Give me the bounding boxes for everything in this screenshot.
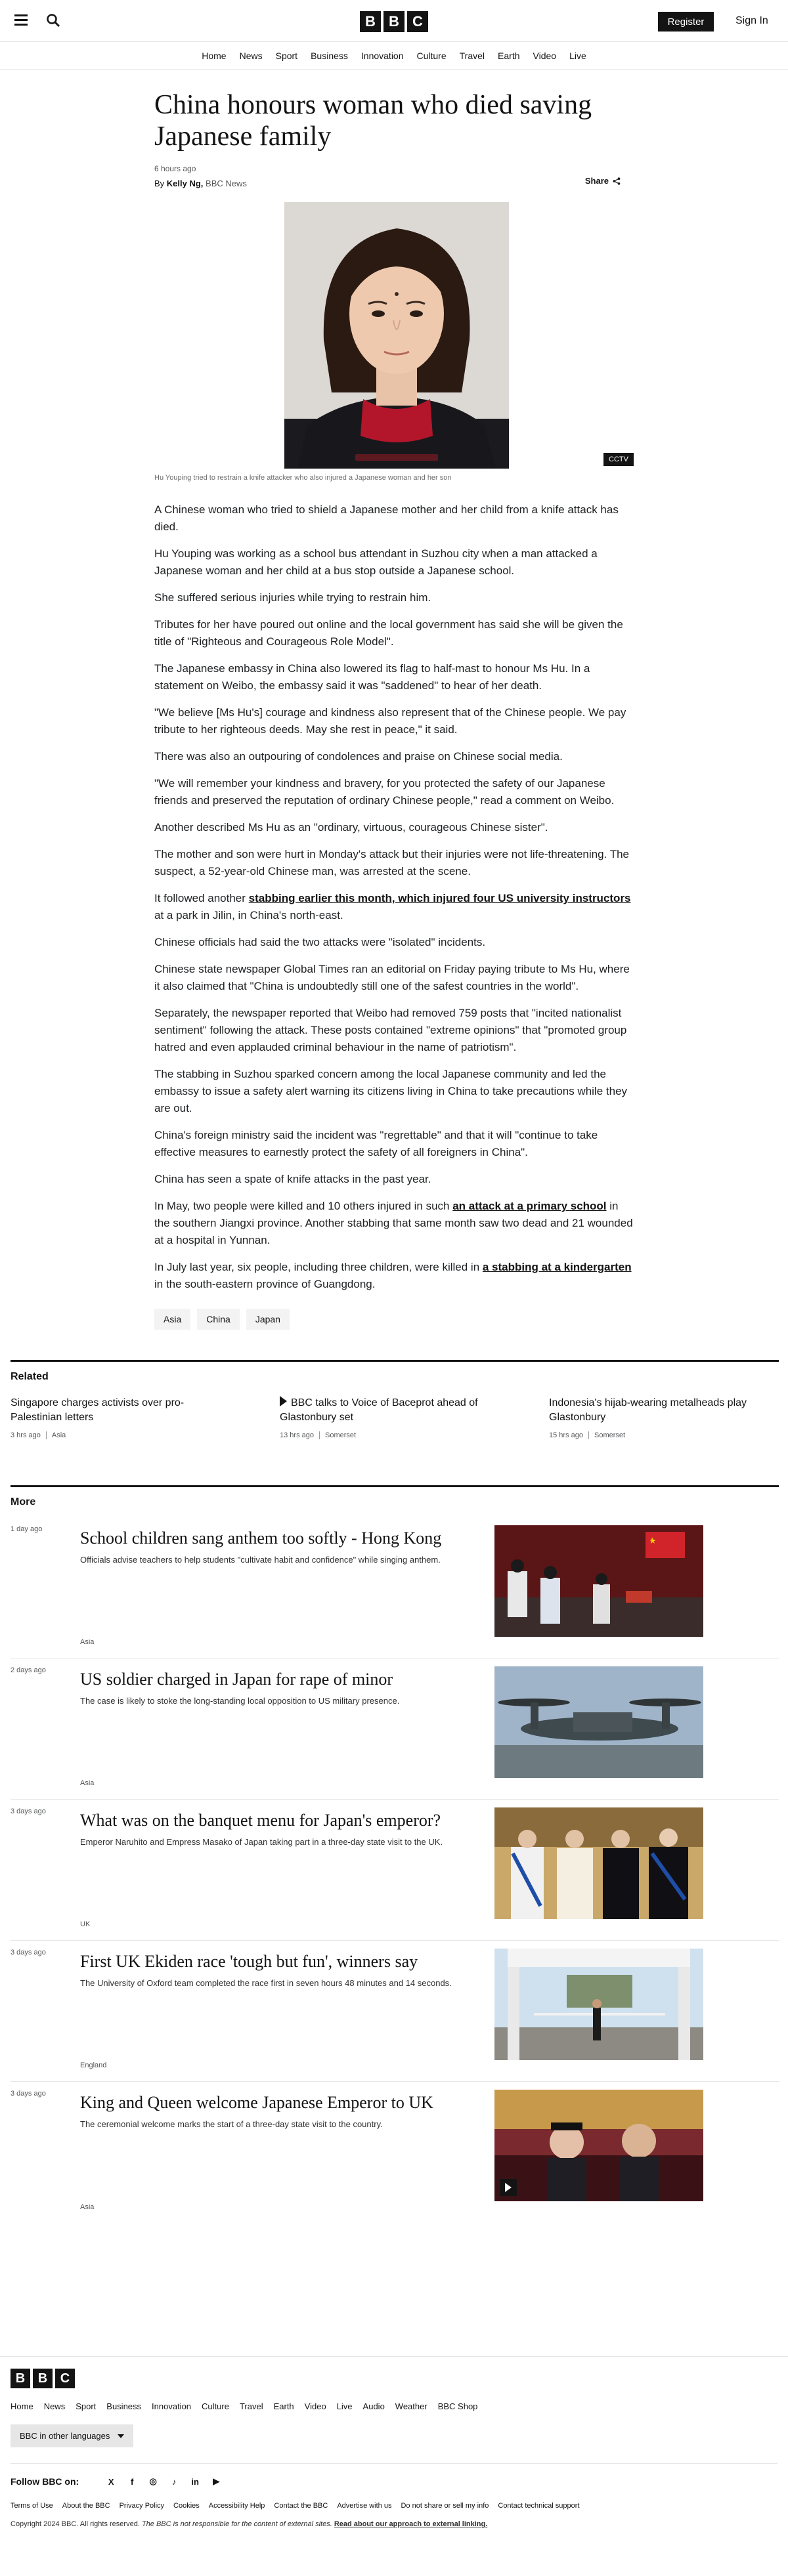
related-meta bbox=[11, 1431, 221, 1439]
paragraph-text: at a park in Jilin, in China's north-east. bbox=[154, 909, 343, 921]
jilin-stabbing-link[interactable]: stabbing earlier this month, which injured four US university instructors bbox=[248, 892, 631, 904]
footer-nav-news[interactable]: News bbox=[43, 2401, 66, 2411]
thumbnail-illustration bbox=[494, 1666, 703, 1778]
paragraph-text: In May, two people were killed and 10 others injured in such bbox=[154, 1200, 453, 1212]
tag-china[interactable]: China bbox=[197, 1309, 240, 1330]
story-summary: The University of Oxford team completed the race first in seven hours 48 minutes and 14 seconds. bbox=[80, 1978, 452, 1988]
register-button[interactable]: Register bbox=[658, 12, 714, 32]
topic-tags bbox=[154, 1309, 634, 1330]
paragraph: The mother and son were hurt in Monday's attack but their injuries were not life-threatening. The suspect, a 52-year-old Chinese man, was arrested at the scene. bbox=[154, 848, 629, 877]
share-button[interactable] bbox=[585, 176, 621, 186]
section-divider bbox=[11, 1360, 779, 1362]
paragraph bbox=[154, 1259, 634, 1293]
other-languages-button[interactable] bbox=[11, 2424, 133, 2447]
byline-prefix: By bbox=[154, 179, 165, 188]
tiktok-icon[interactable]: ♪ bbox=[171, 2476, 177, 2487]
logo-letter: B bbox=[360, 11, 381, 32]
related-section bbox=[11, 1360, 779, 1439]
more-story bbox=[11, 1800, 779, 1941]
paragraph: "We believe [Ms Hu's] courage and kindness also represent that of the Chinese people. We pay tribute to her righteous deeds. May she rest in peace," it said. bbox=[154, 706, 626, 736]
footer-nav-audio[interactable]: Audio bbox=[362, 2401, 385, 2411]
thumbnail-illustration bbox=[494, 1949, 703, 2060]
follow-row bbox=[11, 2476, 777, 2487]
more-story bbox=[11, 1517, 779, 1658]
story-category: Asia bbox=[80, 1779, 95, 1787]
facebook-icon[interactable]: f bbox=[131, 2476, 134, 2487]
logo-letter: C bbox=[407, 11, 428, 32]
footer-nav-culture[interactable]: Culture bbox=[202, 2401, 229, 2411]
paragraph-text: In July last year, six people, including three children, were killed in bbox=[154, 1261, 483, 1273]
story-headline[interactable]: King and Queen welcome Japanese Emperor to UK bbox=[80, 2093, 433, 2112]
paragraph-text: in the south-eastern province of Guangdong. bbox=[154, 1278, 376, 1290]
story-thumbnail[interactable] bbox=[494, 2090, 703, 2201]
tag-japan[interactable]: Japan bbox=[246, 1309, 290, 1330]
story-headline[interactable]: First UK Ekiden race 'tough but fun', winners say bbox=[80, 1952, 418, 1971]
nav-item-travel[interactable]: Travel bbox=[459, 50, 485, 61]
related-meta bbox=[549, 1431, 759, 1439]
logo-letter: B bbox=[11, 2369, 30, 2388]
story-thumbnail[interactable] bbox=[494, 1949, 703, 2060]
story-category: England bbox=[80, 2061, 107, 2069]
paragraph: The Japanese embassy in China also lowered its flag to half-mast to honour Ms Hu. In a statement on Weibo, the embassy said it was "saddened" to hear of her death. bbox=[154, 662, 590, 692]
paragraph: China's foreign ministry said the incident was "regrettable" and that it will "continue to take effective measures to earnestly protect the safety of all foreigners in China". bbox=[154, 1129, 598, 1158]
related-card[interactable] bbox=[549, 1396, 759, 1439]
footer-links bbox=[11, 2502, 777, 2510]
author-name: Kelly Ng, bbox=[166, 179, 204, 188]
article bbox=[154, 89, 634, 1330]
share-label: Share bbox=[584, 176, 609, 186]
paragraph: The stabbing in Suzhou sparked concern among the local Japanese community and led the embassy to issue a safety alert warning its citizens living in China to take precautions while they are out. bbox=[154, 1068, 628, 1114]
paragraph: China has seen a spate of knife attacks in the past year. bbox=[154, 1173, 431, 1185]
story-time: 1 day ago bbox=[11, 1525, 43, 1533]
article-headline: China honours woman who died saving Japanese family bbox=[154, 90, 592, 152]
play-icon bbox=[280, 1396, 287, 1406]
search-icon[interactable] bbox=[46, 13, 60, 28]
footer-nav-travel[interactable]: Travel bbox=[239, 2401, 263, 2411]
paragraph-text: It followed another bbox=[154, 892, 249, 904]
paragraph: Chinese state newspaper Global Times ran an editorial on Friday paying tribute to Ms Hu, where it also claimed that "China is undoubtedly still one of the safest countries in the world". bbox=[154, 963, 630, 992]
main-nav bbox=[0, 42, 788, 70]
story-time: 3 days ago bbox=[11, 1807, 46, 1815]
nav-item-earth[interactable]: Earth bbox=[498, 50, 520, 61]
related-card[interactable] bbox=[280, 1396, 490, 1439]
share-icon bbox=[613, 177, 621, 185]
footer-nav-business[interactable]: Business bbox=[106, 2401, 142, 2411]
related-headline: Indonesia's hijab-wearing metalheads play Glastonbury bbox=[549, 1397, 747, 1423]
more-story bbox=[11, 1658, 779, 1800]
footer-nav-weather[interactable]: Weather bbox=[395, 2401, 427, 2411]
paragraph: Tributes for her have poured out online and the local government has said she will be given the title of "Righteous and Courageous Role Model". bbox=[154, 618, 623, 648]
footer-divider bbox=[11, 2463, 777, 2464]
sign-in-link[interactable]: Sign In bbox=[735, 15, 768, 26]
portrait-illustration bbox=[284, 202, 509, 469]
thumbnail-illustration bbox=[494, 1525, 703, 1637]
footer-nav-sport[interactable]: Sport bbox=[76, 2401, 97, 2411]
accessibility-link[interactable]: Accessibility Help bbox=[208, 2502, 265, 2510]
story-summary: The case is likely to stoke the long-standing local opposition to US military presence. bbox=[80, 1696, 400, 1706]
nav-item-business[interactable]: Business bbox=[311, 50, 348, 61]
social-links bbox=[105, 2476, 222, 2487]
footer-nav-video[interactable]: Video bbox=[304, 2401, 326, 2411]
video-play-button[interactable] bbox=[500, 2179, 517, 2196]
story-summary: Emperor Naruhito and Empress Masako of Japan taking part in a three-day state visit to the UK. bbox=[80, 1837, 443, 1847]
copyright bbox=[11, 2520, 777, 2528]
byline bbox=[154, 179, 634, 188]
related-category: Somerset bbox=[588, 1431, 625, 1439]
contact-link[interactable]: Contact the BBC bbox=[274, 2502, 328, 2510]
portrait-photo bbox=[284, 202, 509, 469]
nav-item-innovation[interactable]: Innovation bbox=[361, 50, 404, 61]
tech-support-link[interactable]: Contact technical support bbox=[498, 2502, 580, 2510]
paragraph: She suffered serious injuries while trying to restrain him. bbox=[154, 591, 431, 604]
story-summary: The ceremonial welcome marks the start of a three-day state visit to the country. bbox=[80, 2119, 383, 2129]
nav-item-live[interactable]: Live bbox=[569, 50, 586, 61]
do-not-sell-link[interactable]: Do not share or sell my info bbox=[401, 2502, 489, 2510]
paragraph: Another described Ms Hu as an "ordinary, virtuous, courageous Chinese sister". bbox=[154, 821, 548, 834]
hero-image bbox=[154, 202, 634, 469]
more-story bbox=[11, 2082, 779, 2223]
section-divider bbox=[11, 1485, 779, 1487]
story-thumbnail[interactable] bbox=[494, 1525, 703, 1637]
nav-item-home[interactable]: Home bbox=[202, 50, 227, 61]
linkedin-icon[interactable]: in bbox=[191, 2476, 199, 2487]
logo-letter: B bbox=[383, 11, 405, 32]
paragraph: There was also an outpouring of condolences and praise on Chinese social media. bbox=[154, 750, 563, 763]
author-org: BBC News bbox=[206, 179, 247, 188]
thumbnail-illustration bbox=[494, 2090, 703, 2201]
nav-item-video[interactable]: Video bbox=[533, 50, 557, 61]
follow-label: Follow BBC on: bbox=[11, 2476, 79, 2487]
story-category: Asia bbox=[80, 1638, 95, 1646]
nav-item-sport[interactable]: Sport bbox=[275, 50, 298, 61]
cookies-link[interactable]: Cookies bbox=[173, 2502, 200, 2510]
bbc-logo[interactable] bbox=[360, 11, 428, 32]
related-category: Asia bbox=[46, 1431, 66, 1439]
footer-bbc-logo[interactable] bbox=[11, 2369, 777, 2388]
footer-nav bbox=[11, 2401, 777, 2411]
footer-nav-shop[interactable]: BBC Shop bbox=[437, 2401, 478, 2411]
paragraph bbox=[154, 1198, 634, 1249]
more-section bbox=[11, 1485, 779, 2223]
related-list bbox=[11, 1396, 779, 1439]
story-headline[interactable]: What was on the banquet menu for Japan's emperor? bbox=[80, 1811, 441, 1830]
about-link[interactable]: About the BBC bbox=[62, 2502, 110, 2510]
masthead bbox=[0, 0, 788, 70]
thumbnail-illustration bbox=[494, 1807, 703, 1919]
x-icon[interactable]: X bbox=[108, 2476, 114, 2487]
external-linking-link[interactable]: Read about our approach to external linking. bbox=[334, 2520, 488, 2528]
tag-asia[interactable]: Asia bbox=[154, 1309, 190, 1330]
image-credit: CCTV bbox=[603, 453, 634, 466]
related-category: Somerset bbox=[319, 1431, 356, 1439]
related-headline: Singapore charges activists over pro-Palestinian letters bbox=[11, 1397, 185, 1423]
paragraph: "We will remember your kindness and bravery, for you protected the safety of our Japanese friends and preserved the reputation of ordinary Chinese people," read a comment on Weibo. bbox=[154, 777, 615, 807]
top-bar bbox=[0, 0, 788, 42]
story-time: 2 days ago bbox=[11, 1666, 46, 1674]
paragraph: Chinese officials had said the two attacks were "isolated" incidents. bbox=[154, 936, 486, 948]
chevron-down-icon bbox=[118, 2434, 124, 2438]
kindergarten-stabbing-link[interactable]: a stabbing at a kindergarten bbox=[482, 1261, 632, 1273]
paragraph-text: in the southern Jiangxi province. Another stabbing that same month saw two dead and 21 wounded at a hospital in Yunnan. bbox=[154, 1200, 633, 1246]
more-story bbox=[11, 1941, 779, 2082]
story-time: 3 days ago bbox=[11, 2090, 46, 2098]
disclaimer-text: The BBC is not responsible for the content of external sites. bbox=[141, 2520, 332, 2528]
more-title: More bbox=[11, 1496, 36, 1508]
nav-item-culture[interactable]: Culture bbox=[416, 50, 447, 61]
image-caption: Hu Youping tried to restrain a knife attacker who also injured a Japanese woman and her son bbox=[154, 474, 452, 482]
story-headline[interactable]: School children sang anthem too softly - Hong Kong bbox=[80, 1529, 442, 1548]
hamburger-menu-icon[interactable] bbox=[14, 14, 28, 25]
logo-letter: B bbox=[33, 2369, 53, 2388]
related-card[interactable] bbox=[11, 1396, 221, 1439]
footer-nav-earth[interactable]: Earth bbox=[273, 2401, 294, 2411]
story-category: UK bbox=[80, 1920, 91, 1928]
related-headline: BBC talks to Voice of Baceprot ahead of Glastonbury set bbox=[280, 1397, 478, 1423]
story-category: Asia bbox=[80, 2203, 95, 2211]
footer-nav-innovation[interactable]: Innovation bbox=[152, 2401, 192, 2411]
related-time: 3 hrs ago bbox=[11, 1431, 41, 1439]
related-headline-wrap bbox=[280, 1396, 490, 1425]
related-time: 15 hrs ago bbox=[549, 1431, 583, 1439]
privacy-link[interactable]: Privacy Policy bbox=[119, 2502, 165, 2510]
story-thumbnail[interactable] bbox=[494, 1666, 703, 1778]
article-body bbox=[154, 501, 634, 1293]
nav-item-news[interactable]: News bbox=[239, 50, 263, 61]
footer-nav-live[interactable]: Live bbox=[336, 2401, 353, 2411]
footer-nav-home[interactable]: Home bbox=[11, 2401, 33, 2411]
instagram-icon[interactable]: ◎ bbox=[149, 2476, 157, 2486]
advertise-link[interactable]: Advertise with us bbox=[337, 2502, 392, 2510]
story-summary: Officials advise teachers to help students "cultivate habit and confidence" while singing anthem. bbox=[80, 1555, 441, 1565]
related-title: Related bbox=[11, 1371, 49, 1382]
related-meta bbox=[280, 1431, 490, 1439]
footer bbox=[0, 2356, 788, 2528]
article-timestamp: 6 hours ago bbox=[154, 164, 196, 173]
terms-link[interactable]: Terms of Use bbox=[11, 2502, 53, 2510]
other-languages-label: BBC in other languages bbox=[20, 2431, 110, 2441]
paragraph: Hu Youping was working as a school bus attendant in Suzhou city when a man attacked a Japanese woman and her child at a bus stop outside a Japanese school. bbox=[154, 547, 598, 577]
related-time: 13 hrs ago bbox=[280, 1431, 314, 1439]
paragraph bbox=[154, 890, 634, 924]
story-time: 3 days ago bbox=[11, 1949, 46, 1956]
paragraph: Separately, the newspaper reported that Weibo had removed 759 posts that "incited nationalist sentiment" following the attack. These posts contained "extreme opinions" that "promoted group hatred and even applauded criminal behaviour in the name of patriotism". bbox=[154, 1007, 627, 1053]
story-thumbnail[interactable] bbox=[494, 1807, 703, 1919]
article-meta bbox=[154, 164, 634, 193]
logo-letter: C bbox=[55, 2369, 75, 2388]
play-icon bbox=[505, 2183, 512, 2192]
paragraph: A Chinese woman who tried to shield a Japanese mother and her child from a knife attack has died. bbox=[154, 503, 619, 533]
youtube-icon[interactable]: ▶ bbox=[213, 2476, 220, 2486]
story-headline[interactable]: US soldier charged in Japan for rape of minor bbox=[80, 1670, 393, 1689]
school-attack-link[interactable]: an attack at a primary school bbox=[452, 1200, 607, 1212]
copyright-text: Copyright 2024 BBC. All rights reserved. bbox=[11, 2520, 140, 2528]
